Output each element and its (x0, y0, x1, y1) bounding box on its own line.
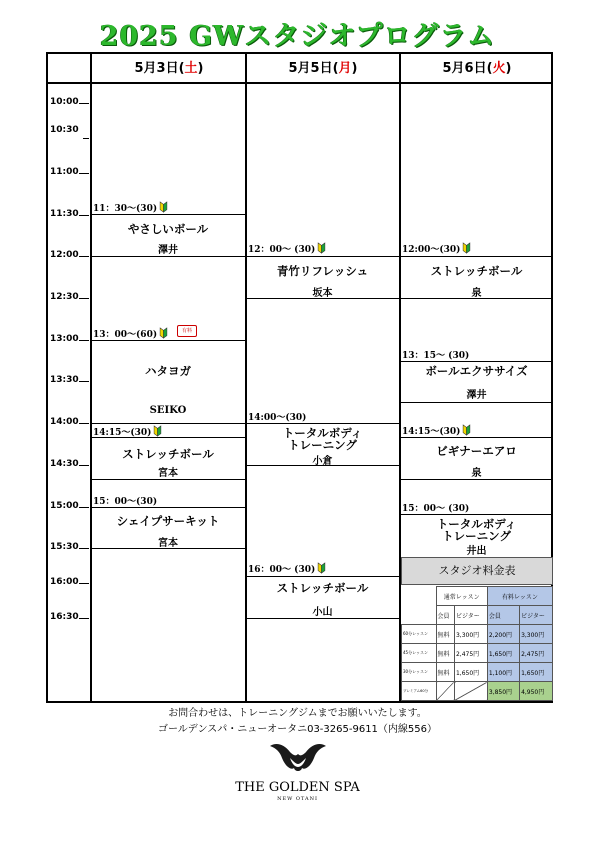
class-instructor: SEIKO (149, 405, 187, 416)
class-instructor: 宮本 (158, 538, 178, 549)
grid-line (91, 507, 245, 508)
class-time: 13：15〜 (30) (402, 351, 470, 361)
grid-line (246, 618, 399, 619)
grid-line (400, 361, 553, 362)
class-name: ストレッチボール (122, 447, 214, 461)
time-tick (79, 173, 89, 174)
fee-table-title: スタジオ料金表 (401, 557, 553, 585)
fee-cell: 4,950円 (520, 682, 553, 701)
class-time: 14:15〜(30) (93, 425, 162, 438)
grid-line (400, 479, 553, 480)
beginner-mark-icon (159, 201, 168, 213)
time-label: 14:30 (50, 459, 79, 469)
beginner-mark-icon (317, 562, 326, 574)
class-time: 12:00〜(30) (402, 242, 471, 255)
class-time: 14:00〜(30) (248, 413, 307, 423)
fee-row-label: 30分レッスン (402, 663, 437, 682)
class-time: 16：00〜 (30) (248, 562, 326, 575)
fee-col-visitor: ビジター (520, 606, 553, 625)
time-label: 14:00 (50, 417, 79, 427)
class-instructor: 澤井 (466, 390, 487, 401)
fee-cell: 2,475円 (454, 644, 487, 663)
class-instructor: 泉 (471, 288, 482, 299)
time-tick (79, 507, 89, 508)
fee-cell: 1,650円 (520, 663, 553, 682)
grid-line (400, 256, 553, 257)
class-time: 13：00〜(60) (93, 327, 168, 340)
class-name: ボールエクササイズ (425, 364, 528, 378)
fee-cell: 2,475円 (520, 644, 553, 663)
class-time: 14:15〜(30) (402, 424, 471, 437)
class-time: 15：00〜 (30) (402, 504, 470, 514)
class-name-line2: トレーニング (288, 438, 357, 452)
time-tick (79, 103, 89, 104)
fee-row-label: 60分レッスン (402, 625, 437, 644)
class-instructor: 坂本 (312, 288, 333, 299)
grid-line (91, 256, 245, 257)
time-label: 11:00 (50, 167, 79, 177)
fee-row-premium (402, 682, 553, 701)
time-tick (79, 465, 89, 466)
fee-row-label: 45分レッスン (402, 644, 437, 663)
fee-cell: 1,650円 (487, 644, 519, 663)
fee-group-paid: 有料レッスン (487, 587, 552, 606)
grid-line (91, 479, 245, 480)
fee-col-member: 会員 (436, 606, 454, 625)
grid-line (400, 437, 553, 438)
time-label: 15:00 (50, 501, 79, 511)
logo-subtitle: NEW OTANI (277, 796, 318, 802)
time-label: 15:30 (50, 542, 79, 552)
class-name: 青竹リフレッシュ (276, 264, 369, 278)
fee-cell: 3,300円 (520, 625, 553, 644)
fee-cell: 無料 (436, 663, 454, 682)
fee-col-visitor: ビジター (454, 606, 487, 625)
time-tick (79, 618, 89, 619)
class-instructor: 井出 (466, 546, 487, 557)
time-tick (79, 215, 89, 216)
time-label: 12:00 (50, 250, 79, 260)
time-tick (79, 583, 89, 584)
fee-group-regular: 通常レッスン (436, 587, 487, 606)
fee-cell: 3,850円 (487, 682, 519, 701)
class-instructor: 小倉 (312, 456, 333, 467)
class-name-line1: トータルボディ (282, 426, 363, 440)
time-tick (83, 138, 89, 139)
grid-line (91, 214, 245, 215)
beginner-mark-icon (462, 424, 471, 436)
time-tick (79, 381, 89, 382)
day-header-1: 5月3日(土) (134, 61, 204, 76)
fee-row (402, 663, 553, 682)
time-label: 16:00 (50, 577, 79, 587)
class-name: やさしいボール (127, 222, 209, 236)
fee-cell-na (436, 682, 454, 701)
beginner-mark-icon (317, 242, 326, 254)
grid-line (400, 402, 553, 403)
class-name-line1: トータルボディ (436, 517, 517, 531)
beginner-mark-icon (462, 242, 471, 254)
fee-table (401, 586, 553, 701)
fee-row (402, 625, 553, 644)
beginner-mark-icon (153, 425, 162, 437)
fee-cell: 1,100円 (487, 663, 519, 682)
fee-group-row (402, 587, 553, 606)
time-tick (79, 340, 89, 341)
footer-contact-note: お問合わせは、トレーニングジムまでお願いいたします。 (168, 708, 427, 719)
day-header-2: 5月5日(月) (288, 61, 358, 76)
fee-header-row (402, 606, 553, 625)
grid-line (400, 514, 553, 515)
time-label: 10:30 (50, 125, 79, 135)
fee-cell-na (454, 682, 487, 701)
grid-line (246, 423, 399, 424)
time-tick (79, 256, 89, 257)
class-name: シェイプサーキット (116, 514, 220, 528)
time-label: 10:00 (50, 97, 79, 107)
time-label: 11:30 (50, 209, 79, 219)
class-time: 11：30〜(30) (93, 201, 168, 214)
fee-cell: 1,650円 (454, 663, 487, 682)
fee-cell: 無料 (436, 625, 454, 644)
grid-line (91, 423, 245, 424)
class-time: 15：00〜(30) (93, 497, 158, 507)
grid-line (91, 340, 245, 341)
time-tick (79, 298, 89, 299)
class-name: ハタヨガ (145, 364, 191, 378)
class-name: ビギナーエアロ (436, 444, 517, 458)
class-instructor: 宮本 (158, 468, 178, 479)
day-header-3: 5月6日(火) (442, 61, 512, 76)
class-name: ストレッチボール (430, 264, 523, 278)
time-label: 13:00 (50, 334, 79, 344)
class-name: ストレッチボール (276, 581, 369, 595)
golden-spa-logo-icon (268, 740, 328, 775)
fee-row-label: プレミアム60分 (402, 682, 437, 701)
logo-name: THE GOLDEN SPA (235, 780, 360, 795)
footer-phone: ゴールデンスパ・ニューオータニ03-3265-9611（内線556） (157, 724, 438, 735)
class-instructor: 小山 (312, 607, 333, 618)
class-name-line2: トレーニング (442, 529, 511, 543)
header-divider (46, 82, 553, 84)
fee-col-member: 会員 (487, 606, 519, 625)
fee-cell: 3,300円 (454, 625, 487, 644)
class-time: 12：00〜 (30) (248, 242, 326, 255)
class-instructor: 澤井 (158, 245, 178, 256)
time-label: 16:30 (50, 612, 79, 622)
time-tick (79, 548, 89, 549)
class-instructor: 泉 (471, 468, 482, 479)
time-label: 12:30 (50, 292, 79, 302)
page-title: 2025 GWスタジオプログラム (99, 21, 496, 52)
beginner-mark-icon (159, 327, 168, 339)
grid-line (246, 256, 399, 257)
fee-cell: 2,200円 (487, 625, 519, 644)
paid-badge: 有料 (177, 325, 197, 337)
time-label: 13:30 (50, 375, 79, 385)
fee-row (402, 644, 553, 663)
grid-line (246, 576, 399, 577)
fee-cell: 無料 (436, 644, 454, 663)
time-tick (79, 423, 89, 424)
